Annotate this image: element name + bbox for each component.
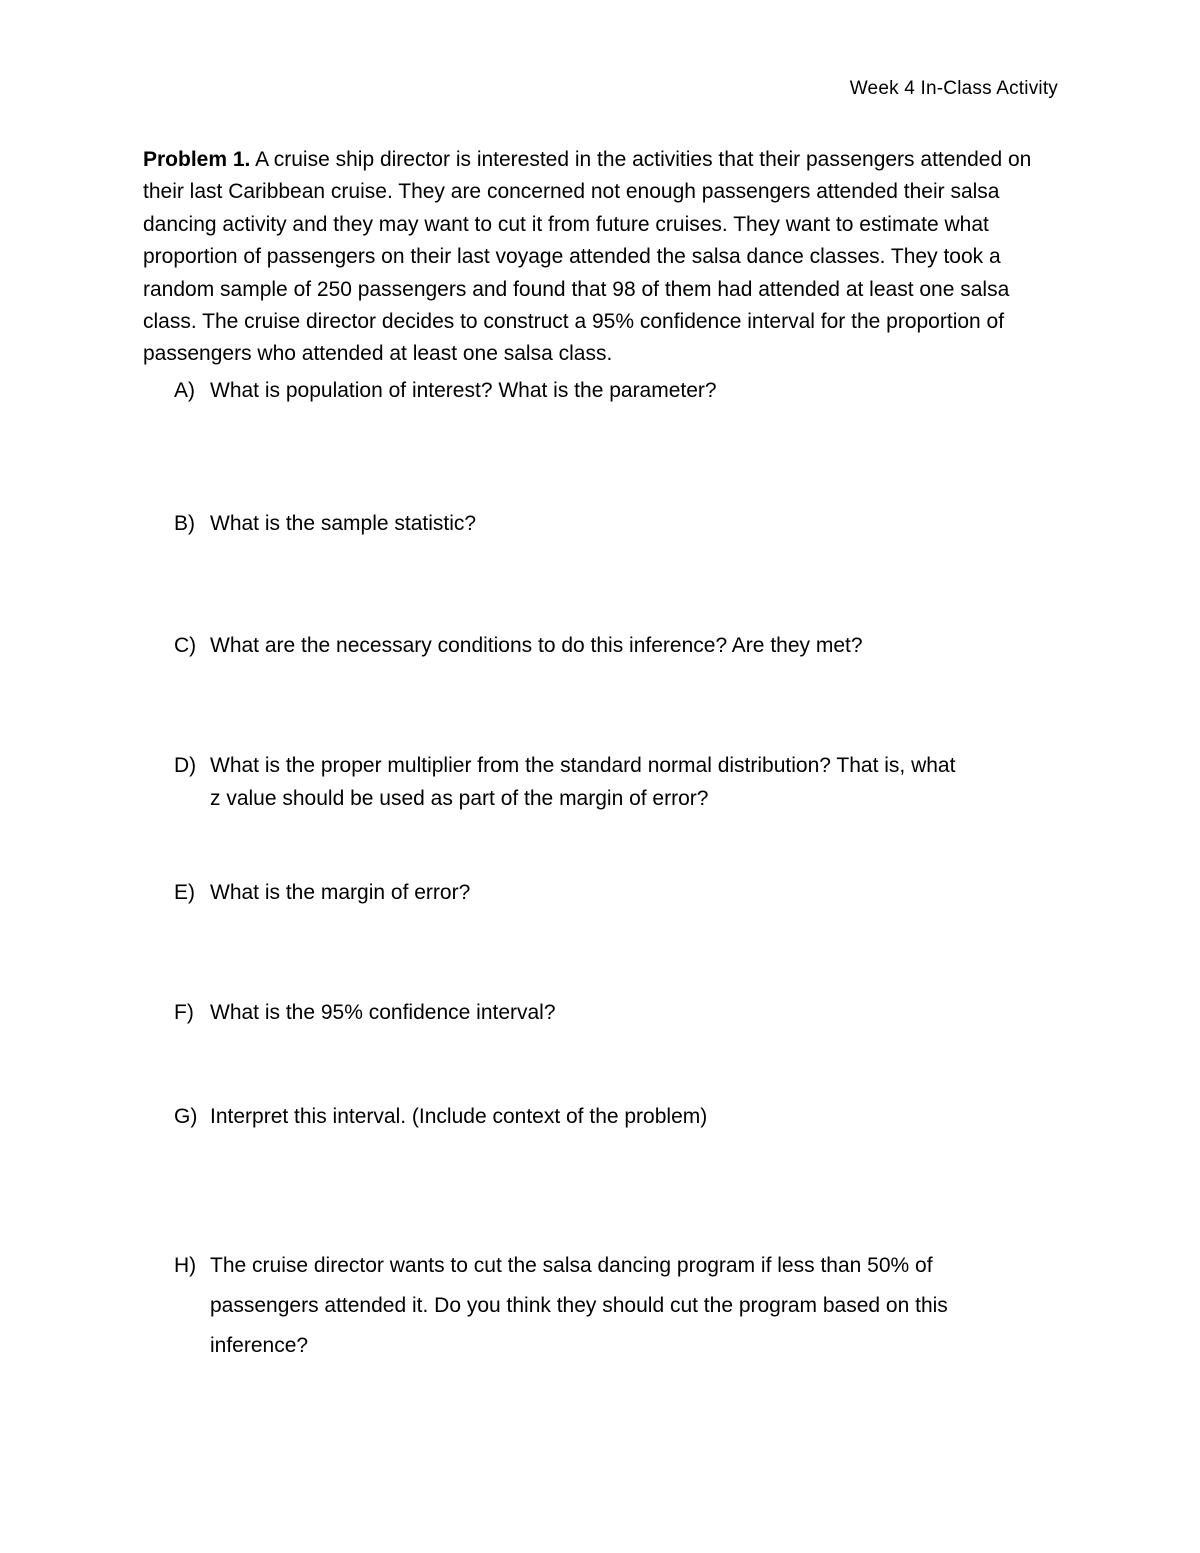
question-label: C): [174, 634, 197, 657]
question-b: [174, 508, 1004, 540]
problem-label: Problem 1.: [143, 148, 251, 171]
question-label: A): [174, 379, 195, 402]
question-text: What is the margin of error?: [210, 881, 471, 904]
question-g: [174, 1101, 1004, 1133]
question-text: What are the necessary conditions to do this inference? Are they met?: [210, 634, 863, 657]
question-text: What is the proper multiplier from the standard normal distribution? That is, what z value should be used as part of the margin of error?: [210, 754, 956, 810]
question-text: What is the 95% confidence interval?: [210, 1001, 556, 1024]
question-text: The cruise director wants to cut the salsa dancing program if less than 50% of passengers attended it. Do you think they should cut the program based on this inference?: [210, 1254, 948, 1357]
problem-text: A cruise ship director is interested in the activities that their passengers attended on their last Caribbean cruise. They are concerned not enough passengers attended their salsa dancing activity and they may want to cut it from future cruises. They want to estimate what proportion of passengers on their last voyage attended the salsa dance classes. They took a random sample of 250 passengers and found that 98 of them had attended at least one salsa class. The cruise director decides to construct a 95% confidence interval for the proportion of passengers who attended at least one salsa class.: [143, 148, 1032, 366]
problem-statement: [143, 144, 1055, 371]
question-label: G): [174, 1105, 198, 1128]
question-text: What is population of interest? What is the parameter?: [210, 379, 717, 402]
question-label: B): [174, 512, 195, 535]
question-label: H): [174, 1254, 197, 1277]
question-c: [174, 630, 1004, 662]
question-d: [174, 750, 964, 815]
question-e: [174, 877, 1004, 909]
question-label: E): [174, 881, 195, 904]
question-label: F): [174, 1001, 194, 1024]
question-h: [174, 1246, 994, 1366]
question-f: [174, 997, 1004, 1029]
question-text: Interpret this interval. (Include context of the problem): [210, 1105, 708, 1128]
question-label: D): [174, 754, 197, 777]
question-a: [174, 375, 1004, 407]
question-text: What is the sample statistic?: [210, 512, 477, 535]
page-header: Week 4 In-Class Activity: [849, 78, 1058, 99]
